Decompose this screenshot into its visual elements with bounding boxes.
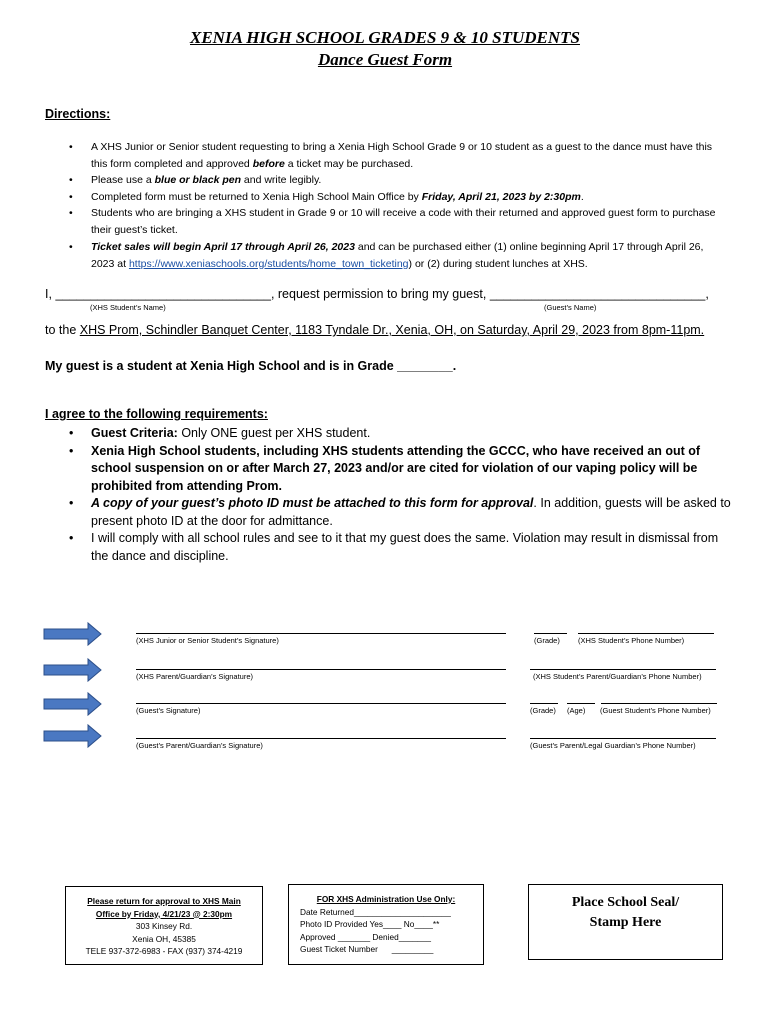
ticketing-link[interactable]: https://www.xeniaschools.org/students/home_town_ticketing — [128, 257, 409, 270]
parent-signature-caption: (XHS Parent/Guardian’s Signature) — [136, 672, 254, 681]
arrows-graphic — [42, 620, 104, 750]
arrow-icon — [44, 659, 101, 681]
event-line: to the XHS Prom, Schindler Banquet Center, 1183 Tyndale Dr., Xenia, OH, on Saturday, April 29, 2023 from 8pm-11pm. — [45, 323, 705, 337]
directions-list — [91, 139, 721, 272]
student-grade-caption: (Grade) — [534, 636, 560, 645]
direction-item: • Please use a blue or black pen and write legibly. — [91, 172, 721, 189]
guest-parent-phone-caption: (Guest’s Parent/Legal Guardian’s Phone Number) — [530, 741, 696, 750]
event-details: XHS Prom, Schindler Banquet Center, 1183 Tyndale Dr., Xenia, OH, on Saturday, April 29, 2023 from 8pm-11pm. — [79, 323, 705, 337]
parent-phone-line[interactable] — [530, 668, 716, 670]
arrow-icon — [44, 623, 101, 645]
form-subtitle: Dance Guest Form — [317, 50, 453, 69]
parent-phone-caption: (XHS Student’s Parent/Guardian’s Phone Number) — [533, 672, 702, 681]
guest-name-caption: (Guest’s Name) — [544, 303, 597, 312]
date-returned-field[interactable]: Date Returned_____________________ — [300, 906, 451, 917]
student-name-field[interactable]: _______________________________ — [55, 287, 271, 301]
requirements-heading: I agree to the following requirements: — [45, 407, 268, 421]
requirement-item: • Xenia High School students, including XHS students attending the GCCC, who have received an out of school suspension on or after March 27, 2023 and/or are cited for violation of our vaping policy will be prohibited from attending Prom. — [91, 443, 731, 496]
guest-age-line[interactable] — [567, 702, 595, 704]
parent-signature-line[interactable] — [136, 668, 506, 670]
requirement-item: • Guest Criteria: Only ONE guest per XHS student. — [91, 425, 731, 443]
student-grade-line[interactable] — [534, 632, 567, 634]
guest-parent-phone-line[interactable] — [530, 737, 716, 739]
return-address-box: Please return for approval to XHS Main Office by Friday, 4/21/23 @ 2:30pm 303 Kinsey Rd. Xenia OH, 45385 TELE 937-372-6983 - FAX (937) 374-4219 — [65, 886, 263, 965]
arrow-icon — [44, 693, 101, 715]
guest-phone-caption: (Guest Student’s Phone Number) — [600, 706, 711, 715]
request-line: I, _______________________________, request permission to bring my guest, _______________________________, — [45, 287, 709, 301]
approval-field[interactable]: Approved _______ Denied_______ — [300, 931, 432, 942]
requirement-item: • I will comply with all school rules and see to it that my guest does the same. Violation may result in dismissal from the dance and discipline. — [91, 530, 731, 565]
guest-parent-signature-caption: (Guest’s Parent/Guardian’s Signature) — [136, 741, 263, 750]
directions-heading: Directions: — [45, 107, 111, 121]
photo-id-field[interactable]: Photo ID Provided Yes____ No____** — [300, 919, 440, 929]
direction-item: • A XHS Junior or Senior student requesting to bring a Xenia High School Grade 9 or 10 student as a guest to the dance must have this this form completed and approved before a ticket may be purchased. — [91, 139, 721, 172]
student-phone-line[interactable] — [578, 632, 714, 634]
guest-name-field[interactable]: _______________________________ — [489, 287, 706, 301]
requirements-list — [91, 425, 731, 565]
direction-item: • Students who are bringing a XHS student in Grade 9 or 10 will receive a code with their returned and approved guest form to purchase their guest’s ticket. — [91, 205, 721, 238]
guest-signature-line[interactable] — [136, 702, 506, 704]
guest-phone-line[interactable] — [601, 702, 717, 704]
guest-grade-caption: (Grade) — [530, 706, 556, 715]
guest-signature-caption: (Guest’s Signature) — [136, 706, 201, 715]
requirement-item: • A copy of your guest’s photo ID must be attached to this form for approval. In addition, guests will be asked to present photo ID at the door for admittance. — [91, 495, 731, 530]
school-seal-box: Place School Seal/ Stamp Here — [528, 884, 723, 960]
direction-item: • Completed form must be returned to Xenia High School Main Office by Friday, April 21, 2023 by 2:30pm. — [91, 189, 721, 206]
admin-use-box: FOR XHS Administration Use Only: Date Returned_____________________ Photo ID Provided Yes____ No____** Approved _______ Denied_______ Guest Ticket Number _________ — [288, 884, 484, 965]
guest-parent-signature-line[interactable] — [136, 737, 506, 739]
student-signature-line[interactable] — [136, 632, 506, 634]
form-title: XENIA HIGH SCHOOL GRADES 9 & 10 STUDENTS — [190, 28, 580, 47]
guest-grade-line[interactable] — [530, 702, 558, 704]
student-name-caption: (XHS Student’s Name) — [90, 303, 166, 312]
guest-age-caption: (Age) — [567, 706, 586, 715]
direction-item: • Ticket sales will begin April 17 through April 26, 2023 and can be purchased either (1) online beginning April 17 through April 26, 2023 at https://www.xeniaschools.org/students/home_town_ticketing) or (2) during student lunches at XHS. — [91, 239, 721, 272]
student-phone-caption: (XHS Student’s Phone Number) — [578, 636, 685, 645]
arrow-icon — [44, 725, 101, 747]
student-signature-caption: (XHS Junior or Senior Student’s Signature) — [136, 636, 279, 645]
grade-line: My guest is a student at Xenia High School and is in Grade ________. — [45, 359, 457, 373]
ticket-number-field[interactable]: Guest Ticket Number _________ — [300, 944, 434, 954]
